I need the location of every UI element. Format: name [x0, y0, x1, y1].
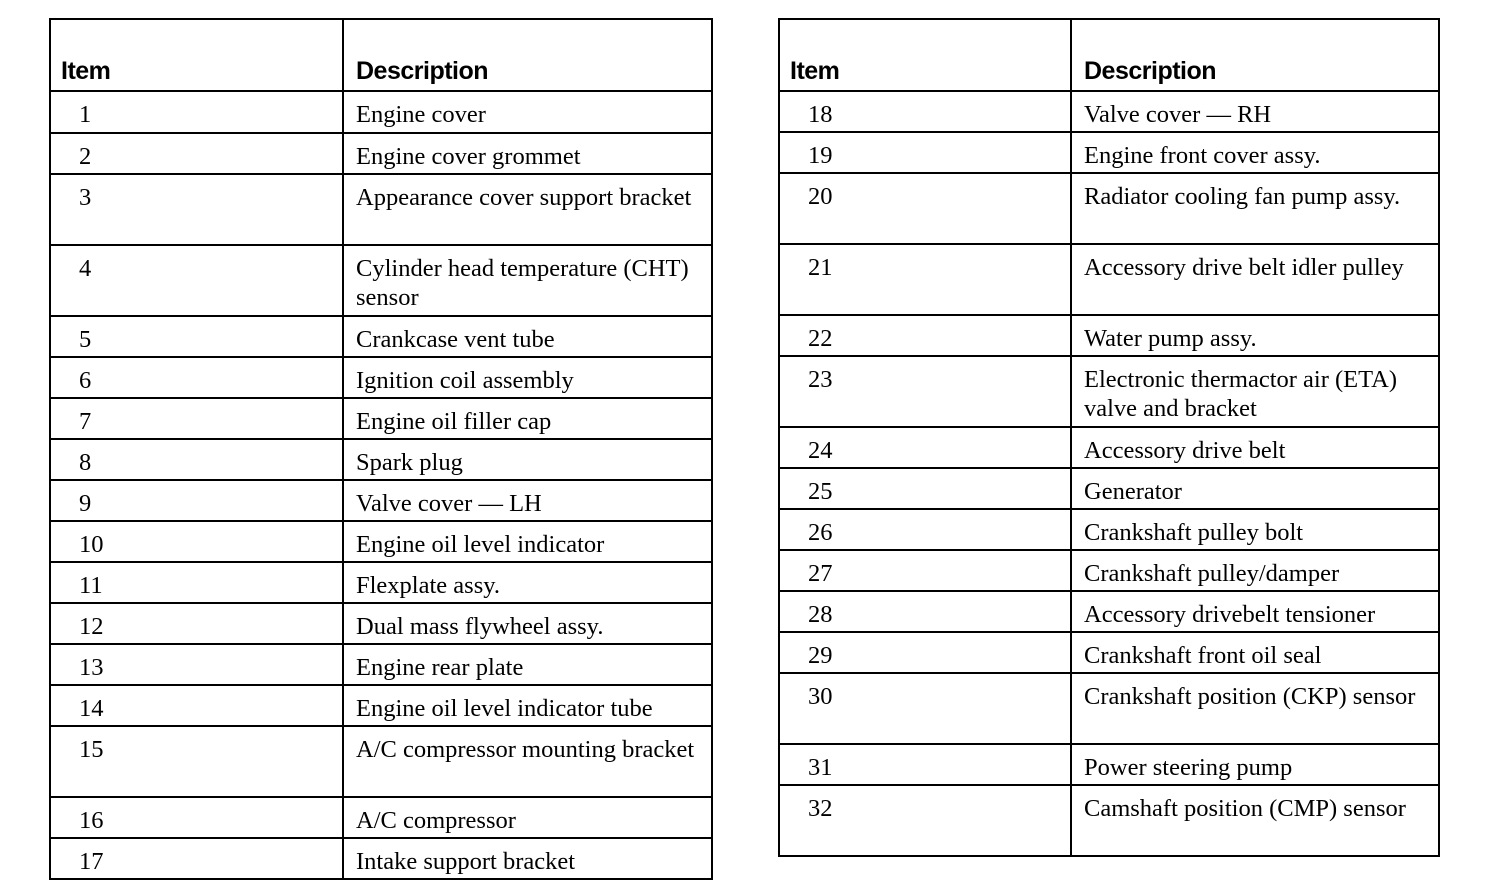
table-row — [779, 591, 1439, 632]
item-number: 12 — [50, 603, 343, 644]
item-number: 18 — [779, 91, 1071, 132]
table-row — [779, 244, 1439, 315]
table-row — [779, 91, 1439, 132]
table-row — [779, 427, 1439, 468]
item-description: Crankcase vent tube — [343, 316, 712, 357]
item-number: 19 — [779, 132, 1071, 173]
item-number: 26 — [779, 509, 1071, 550]
table-row — [50, 838, 712, 879]
table-row — [50, 726, 712, 797]
item-number: 10 — [50, 521, 343, 562]
item-description: Flexplate assy. — [343, 562, 712, 603]
table-row — [50, 521, 712, 562]
description-column-header: Description — [1071, 19, 1439, 91]
item-number: 5 — [50, 316, 343, 357]
item-number: 6 — [50, 357, 343, 398]
table-row — [779, 468, 1439, 509]
table-row — [779, 315, 1439, 356]
table-row — [779, 632, 1439, 673]
item-number: 27 — [779, 550, 1071, 591]
item-column-header: Item — [50, 19, 343, 91]
item-description: Spark plug — [343, 439, 712, 480]
item-number: 11 — [50, 562, 343, 603]
item-number: 17 — [50, 838, 343, 879]
item-description: Accessory drive belt idler pulley — [1071, 244, 1439, 315]
table-row — [50, 439, 712, 480]
item-number: 1 — [50, 91, 343, 133]
item-number: 8 — [50, 439, 343, 480]
item-description: Crankshaft pulley/damper — [1071, 550, 1439, 591]
item-number: 22 — [779, 315, 1071, 356]
table-row — [50, 644, 712, 685]
item-number: 24 — [779, 427, 1071, 468]
table-row — [779, 785, 1439, 856]
table-row — [50, 603, 712, 644]
item-number: 23 — [779, 356, 1071, 427]
item-description: Accessory drive belt — [1071, 427, 1439, 468]
item-number: 31 — [779, 744, 1071, 785]
item-description: Ignition coil assembly — [343, 357, 712, 398]
item-number: 30 — [779, 673, 1071, 744]
item-description: Accessory drivebelt tensioner — [1071, 591, 1439, 632]
item-description: A/C compressor — [343, 797, 712, 838]
table-header-row — [779, 19, 1439, 91]
item-description: Electronic thermactor air (ETA) valve and bracket — [1071, 356, 1439, 427]
item-description: Valve cover — LH — [343, 480, 712, 521]
table-row — [779, 509, 1439, 550]
item-description: Intake support bracket — [343, 838, 712, 879]
table-row — [50, 91, 712, 133]
item-description: Crankshaft pulley bolt — [1071, 509, 1439, 550]
table-header-row — [50, 19, 712, 91]
item-description: Crankshaft front oil seal — [1071, 632, 1439, 673]
table-row — [779, 173, 1439, 244]
item-number: 29 — [779, 632, 1071, 673]
table-row — [50, 797, 712, 838]
table-row — [50, 480, 712, 521]
table-row — [50, 357, 712, 398]
table-row — [779, 744, 1439, 785]
item-number: 25 — [779, 468, 1071, 509]
item-number: 7 — [50, 398, 343, 439]
item-description: Engine front cover assy. — [1071, 132, 1439, 173]
item-description: Water pump assy. — [1071, 315, 1439, 356]
item-number: 20 — [779, 173, 1071, 244]
description-column-header: Description — [343, 19, 712, 91]
item-description: Engine oil level indicator — [343, 521, 712, 562]
item-description: Camshaft position (CMP) sensor — [1071, 785, 1439, 856]
item-description: Power steering pump — [1071, 744, 1439, 785]
item-description: A/C compressor mounting bracket — [343, 726, 712, 797]
item-description: Engine oil level indicator tube — [343, 685, 712, 726]
item-description: Cylinder head temperature (CHT) sensor — [343, 245, 712, 316]
item-description: Appearance cover support bracket — [343, 174, 712, 245]
item-description: Engine rear plate — [343, 644, 712, 685]
table-row — [50, 562, 712, 603]
item-number: 32 — [779, 785, 1071, 856]
item-number: 15 — [50, 726, 343, 797]
item-description: Radiator cooling fan pump assy. — [1071, 173, 1439, 244]
item-description: Dual mass flywheel assy. — [343, 603, 712, 644]
table-row — [50, 174, 712, 245]
item-number: 3 — [50, 174, 343, 245]
parts-table-left — [49, 18, 713, 880]
item-description: Engine oil filler cap — [343, 398, 712, 439]
item-description: Engine cover grommet — [343, 133, 712, 174]
table-row — [50, 316, 712, 357]
table-row — [779, 132, 1439, 173]
item-description: Crankshaft position (CKP) sensor — [1071, 673, 1439, 744]
table-row — [779, 673, 1439, 744]
item-description: Engine cover — [343, 91, 712, 133]
item-description: Valve cover — RH — [1071, 91, 1439, 132]
table-row — [50, 133, 712, 174]
item-column-header: Item — [779, 19, 1071, 91]
item-number: 14 — [50, 685, 343, 726]
item-description: Generator — [1071, 468, 1439, 509]
item-number: 2 — [50, 133, 343, 174]
table-row — [50, 685, 712, 726]
item-number: 13 — [50, 644, 343, 685]
item-number: 9 — [50, 480, 343, 521]
item-number: 21 — [779, 244, 1071, 315]
item-number: 16 — [50, 797, 343, 838]
parts-table-right — [778, 18, 1440, 857]
item-number: 4 — [50, 245, 343, 316]
table-row — [50, 245, 712, 316]
table-row — [779, 356, 1439, 427]
table-row — [779, 550, 1439, 591]
table-row — [50, 398, 712, 439]
item-number: 28 — [779, 591, 1071, 632]
